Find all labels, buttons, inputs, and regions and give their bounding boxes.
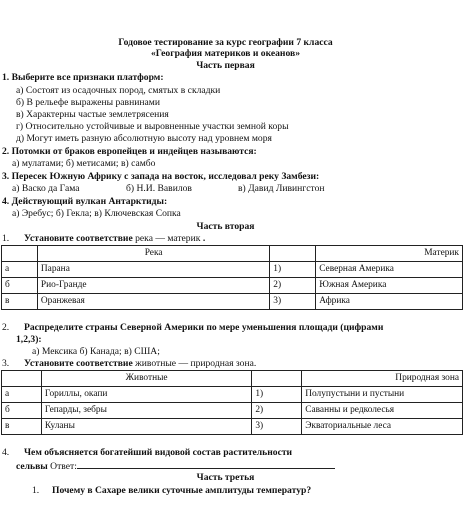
table-cell: Гориллы, окапи <box>41 387 251 403</box>
q1-option-d: г) Относительно устойчивые и выровненные участки земной коры <box>16 121 289 132</box>
table-cell: 1) <box>252 387 302 403</box>
q1-option-b: б) В рельефе выражены равнинами <box>16 97 160 108</box>
part2-q2-text: Распределите страны Северной Америки по мере уменьшения площади (цифрами <box>24 322 384 333</box>
part2-q4-answer-line <box>16 459 335 472</box>
table-row <box>2 262 463 278</box>
table-cell <box>270 246 316 262</box>
table-cell: б <box>2 278 38 294</box>
table-cell: Парана <box>37 262 269 278</box>
table-header: Материк <box>316 246 463 262</box>
part3-question-1 <box>32 485 311 496</box>
part2-q4-text: Чем объясняется богатейший видовой состав растительности <box>24 447 293 458</box>
table-cell <box>2 246 38 262</box>
test-subtitle: «География материков и океанов» <box>151 48 300 59</box>
q2-options: а) мулатами; б) метисами; в) самбо <box>12 158 156 169</box>
table-header: Река <box>37 246 269 262</box>
table-header-row <box>2 246 463 262</box>
test-title: Годовое тестирование за курс географии 7 класса <box>118 37 333 48</box>
part2-question-2 <box>2 322 383 333</box>
q1-option-c: в) Характерны частые землетрясения <box>16 109 169 120</box>
table-cell: Куланы <box>41 419 251 435</box>
part2-q2-number: 2. <box>2 322 10 333</box>
question-1: 1. Выберите все признаки платформ: <box>2 72 164 83</box>
part2-q1-prefix: Установите соответствие <box>24 233 133 244</box>
table-cell: 1) <box>270 262 316 278</box>
table-cell: Южная Америка <box>316 278 463 294</box>
part-one-heading: Часть первая <box>196 60 255 71</box>
table-header: Природная зона <box>302 371 463 387</box>
table-row <box>2 278 463 294</box>
q1-option-a: а) Состоят из осадочных пород, смятых в складки <box>16 85 221 96</box>
table-row <box>2 419 463 435</box>
table-row <box>2 387 463 403</box>
table-row <box>2 294 463 310</box>
table-cell: Северная Америка <box>316 262 463 278</box>
part2-q3-middle: животные — природная зона. <box>135 358 257 369</box>
table-cell: 2) <box>270 278 316 294</box>
part-three-heading: Часть третья <box>196 472 255 483</box>
part2-question-4 <box>2 447 292 458</box>
table-cell: 3) <box>270 294 316 310</box>
part2-q3-number: 3. <box>2 358 10 369</box>
q3-option-c: в) Давид Ливингстон <box>238 183 325 194</box>
table-cell: б <box>2 403 42 419</box>
table-cell: Рио-Гранде <box>37 278 269 294</box>
part2-question-3 <box>2 358 256 369</box>
question-4: 4. Действующий вулкан Антарктиды: <box>2 196 168 207</box>
table-cell: Африка <box>316 294 463 310</box>
part3-q1-text: Почему в Сахаре велики суточные амплитуды температур? <box>52 485 312 496</box>
table-cell: Полупустыни и пустыни <box>302 387 463 403</box>
table-row <box>2 403 463 419</box>
table-header-row <box>2 371 463 387</box>
part2-question-1 <box>2 233 205 244</box>
table-header: Животные <box>41 371 251 387</box>
part2-q1-middle: река — материк <box>135 233 201 244</box>
table-cell: а <box>2 387 42 403</box>
part2-q4-number: 4. <box>2 447 10 458</box>
part2-q1-suffix: . <box>202 233 206 244</box>
part2-q3-prefix: Установите соответствие <box>24 358 133 369</box>
table-cell <box>2 371 42 387</box>
part2-q1-number: 1. <box>2 233 10 244</box>
table-cell: Оранжевая <box>37 294 269 310</box>
rivers-table <box>1 245 463 310</box>
table-cell: а <box>2 262 38 278</box>
animals-table <box>1 370 463 435</box>
table-cell <box>252 371 302 387</box>
table-cell: в <box>2 419 42 435</box>
part3-q1-number: 1. <box>32 485 40 496</box>
part2-q2-text-cont: 1,2,3): <box>16 334 42 345</box>
table-cell: в <box>2 294 38 310</box>
part2-q2-options: а) Мексика б) Канада; в) США; <box>32 346 160 357</box>
answer-blank-line[interactable] <box>77 459 335 469</box>
table-cell: Экваториальные леса <box>302 419 463 435</box>
part-two-heading: Часть вторая <box>196 221 255 232</box>
q3-option-a: а) Васко да Гама <box>12 183 80 194</box>
table-cell: 3) <box>252 419 302 435</box>
table-cell: 2) <box>252 403 302 419</box>
q1-option-e: д) Могут иметь разную абсолютную высоту над уровнем моря <box>16 133 272 144</box>
answer-label: Ответ: <box>50 461 77 472</box>
question-3: 3. Пересек Южную Африку с запада на восток, исследовал реку Замбези: <box>2 171 320 182</box>
question-2: 2. Потомки от браков европейцев и индейцев называются: <box>2 146 257 157</box>
table-cell: Гепарды, зебры <box>41 403 251 419</box>
q3-option-b: б) Н.И. Вавилов <box>126 183 192 194</box>
q4-options: а) Эребус; б) Гекла; в) Ключевская Сопка <box>12 208 181 219</box>
table-cell: Саванны и редколесья <box>302 403 463 419</box>
part2-q4-text-cont: сельвы <box>16 461 48 472</box>
